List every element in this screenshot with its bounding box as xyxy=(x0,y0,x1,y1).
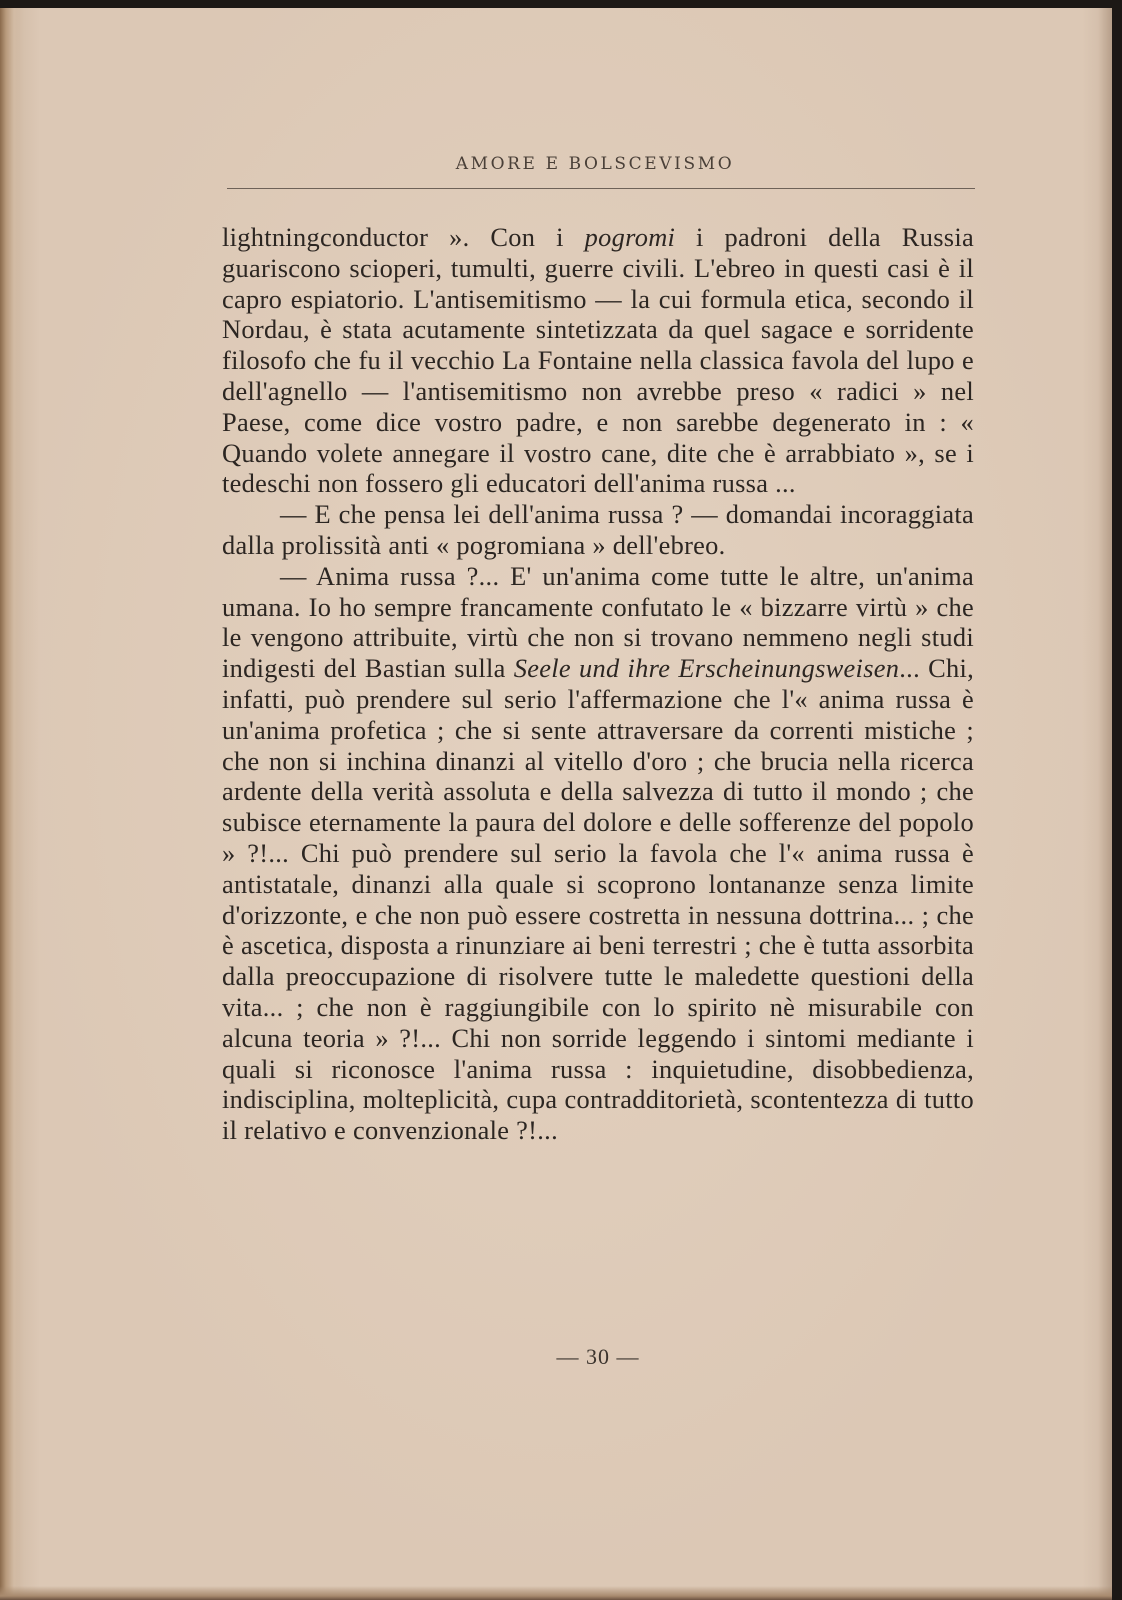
paragraph xyxy=(222,222,974,499)
text-run: — E che pensa lei dell'anima russa ? — domandai incoraggiata dalla prolissità anti « pogromiana » dell'ebreo. xyxy=(222,499,974,560)
text-run: i padroni della Russia guariscono scioperi, tumulti, guerre civili. L'ebreo in questi casi è il capro espiatorio. L'antisemitismo — la cui formula etica, secondo il Nordau, è stata acutamente sintetizzata da quel sagace e sorridente filosofo che fu il vecchio La Fontaine nella classica favola del lupo e dell'agnello — l'antisemitismo non avrebbe preso « radici » nel Paese, come dice vostro padre, e non sarebbe degenerato in : « Quando volete annegare il vostro cane, dite che è arrabbiato », se i tedeschi non fossero gli educatori dell'anima russa ... xyxy=(222,222,974,499)
italic-text: Seele und ihre Erscheinungsweisen xyxy=(513,653,900,684)
running-head: AMORE E BOLSCEVISMO xyxy=(455,154,735,174)
page-left-edge xyxy=(0,8,24,1598)
body-text xyxy=(222,222,974,1146)
paragraph xyxy=(222,561,974,1146)
page-bottom-edge xyxy=(0,1586,1112,1600)
text-run: — Anima russa ?... E' un'anima come tutte le altre, un'anima umana. Io ho sempre francamente confutato le « bizzarre virtù » che le vengono attribuite, virtù che non si trovano nemmeno negli studi indigesti del Bastian sulla xyxy=(222,560,974,684)
paragraph xyxy=(222,499,974,561)
text-run: ... Chi, infatti, può prendere sul serio l'affermazione che l'« anima russa è un'anima profetica ; che si sente attraversare da correnti mistiche ; che non si inchina dinanzi al vitello d'oro ; che brucia nella ricerca ardente della verità assoluta e della salvezza di tutto il mondo ; che subisce eternamente la paura del dolore e delle sofferenze del popolo » ?!... Chi può prendere sul serio la favola che l'« anima russa è antistatale, dinanzi alla quale si scoprono lontananze senza limite d'orizzonte, e che non può essere costretta in nessuna dottrina... ; che è ascetica, disposta a rinunziare ai beni terrestri ; che è tutta assorbita dalla preoccupazione di risolvere tutte le maledette questioni della vita... ; che non è raggiungibile con lo spirito nè misurabile con alcuna teoria » ?!... Chi non sorride leggendo i sintomi mediante i quali si riconosce l'anima russa : inquietudine, disobbedienza, indisciplina, molteplicità, cupa contradditorietà, scontentezza di tutto il relativo e convenzionale ?!... xyxy=(222,653,974,1146)
italic-text: pogromi xyxy=(584,222,676,252)
text-run: lightningconductor ». Con i xyxy=(222,222,585,252)
page-number: — 30 — xyxy=(556,1344,640,1369)
running-head-rule xyxy=(227,188,975,189)
